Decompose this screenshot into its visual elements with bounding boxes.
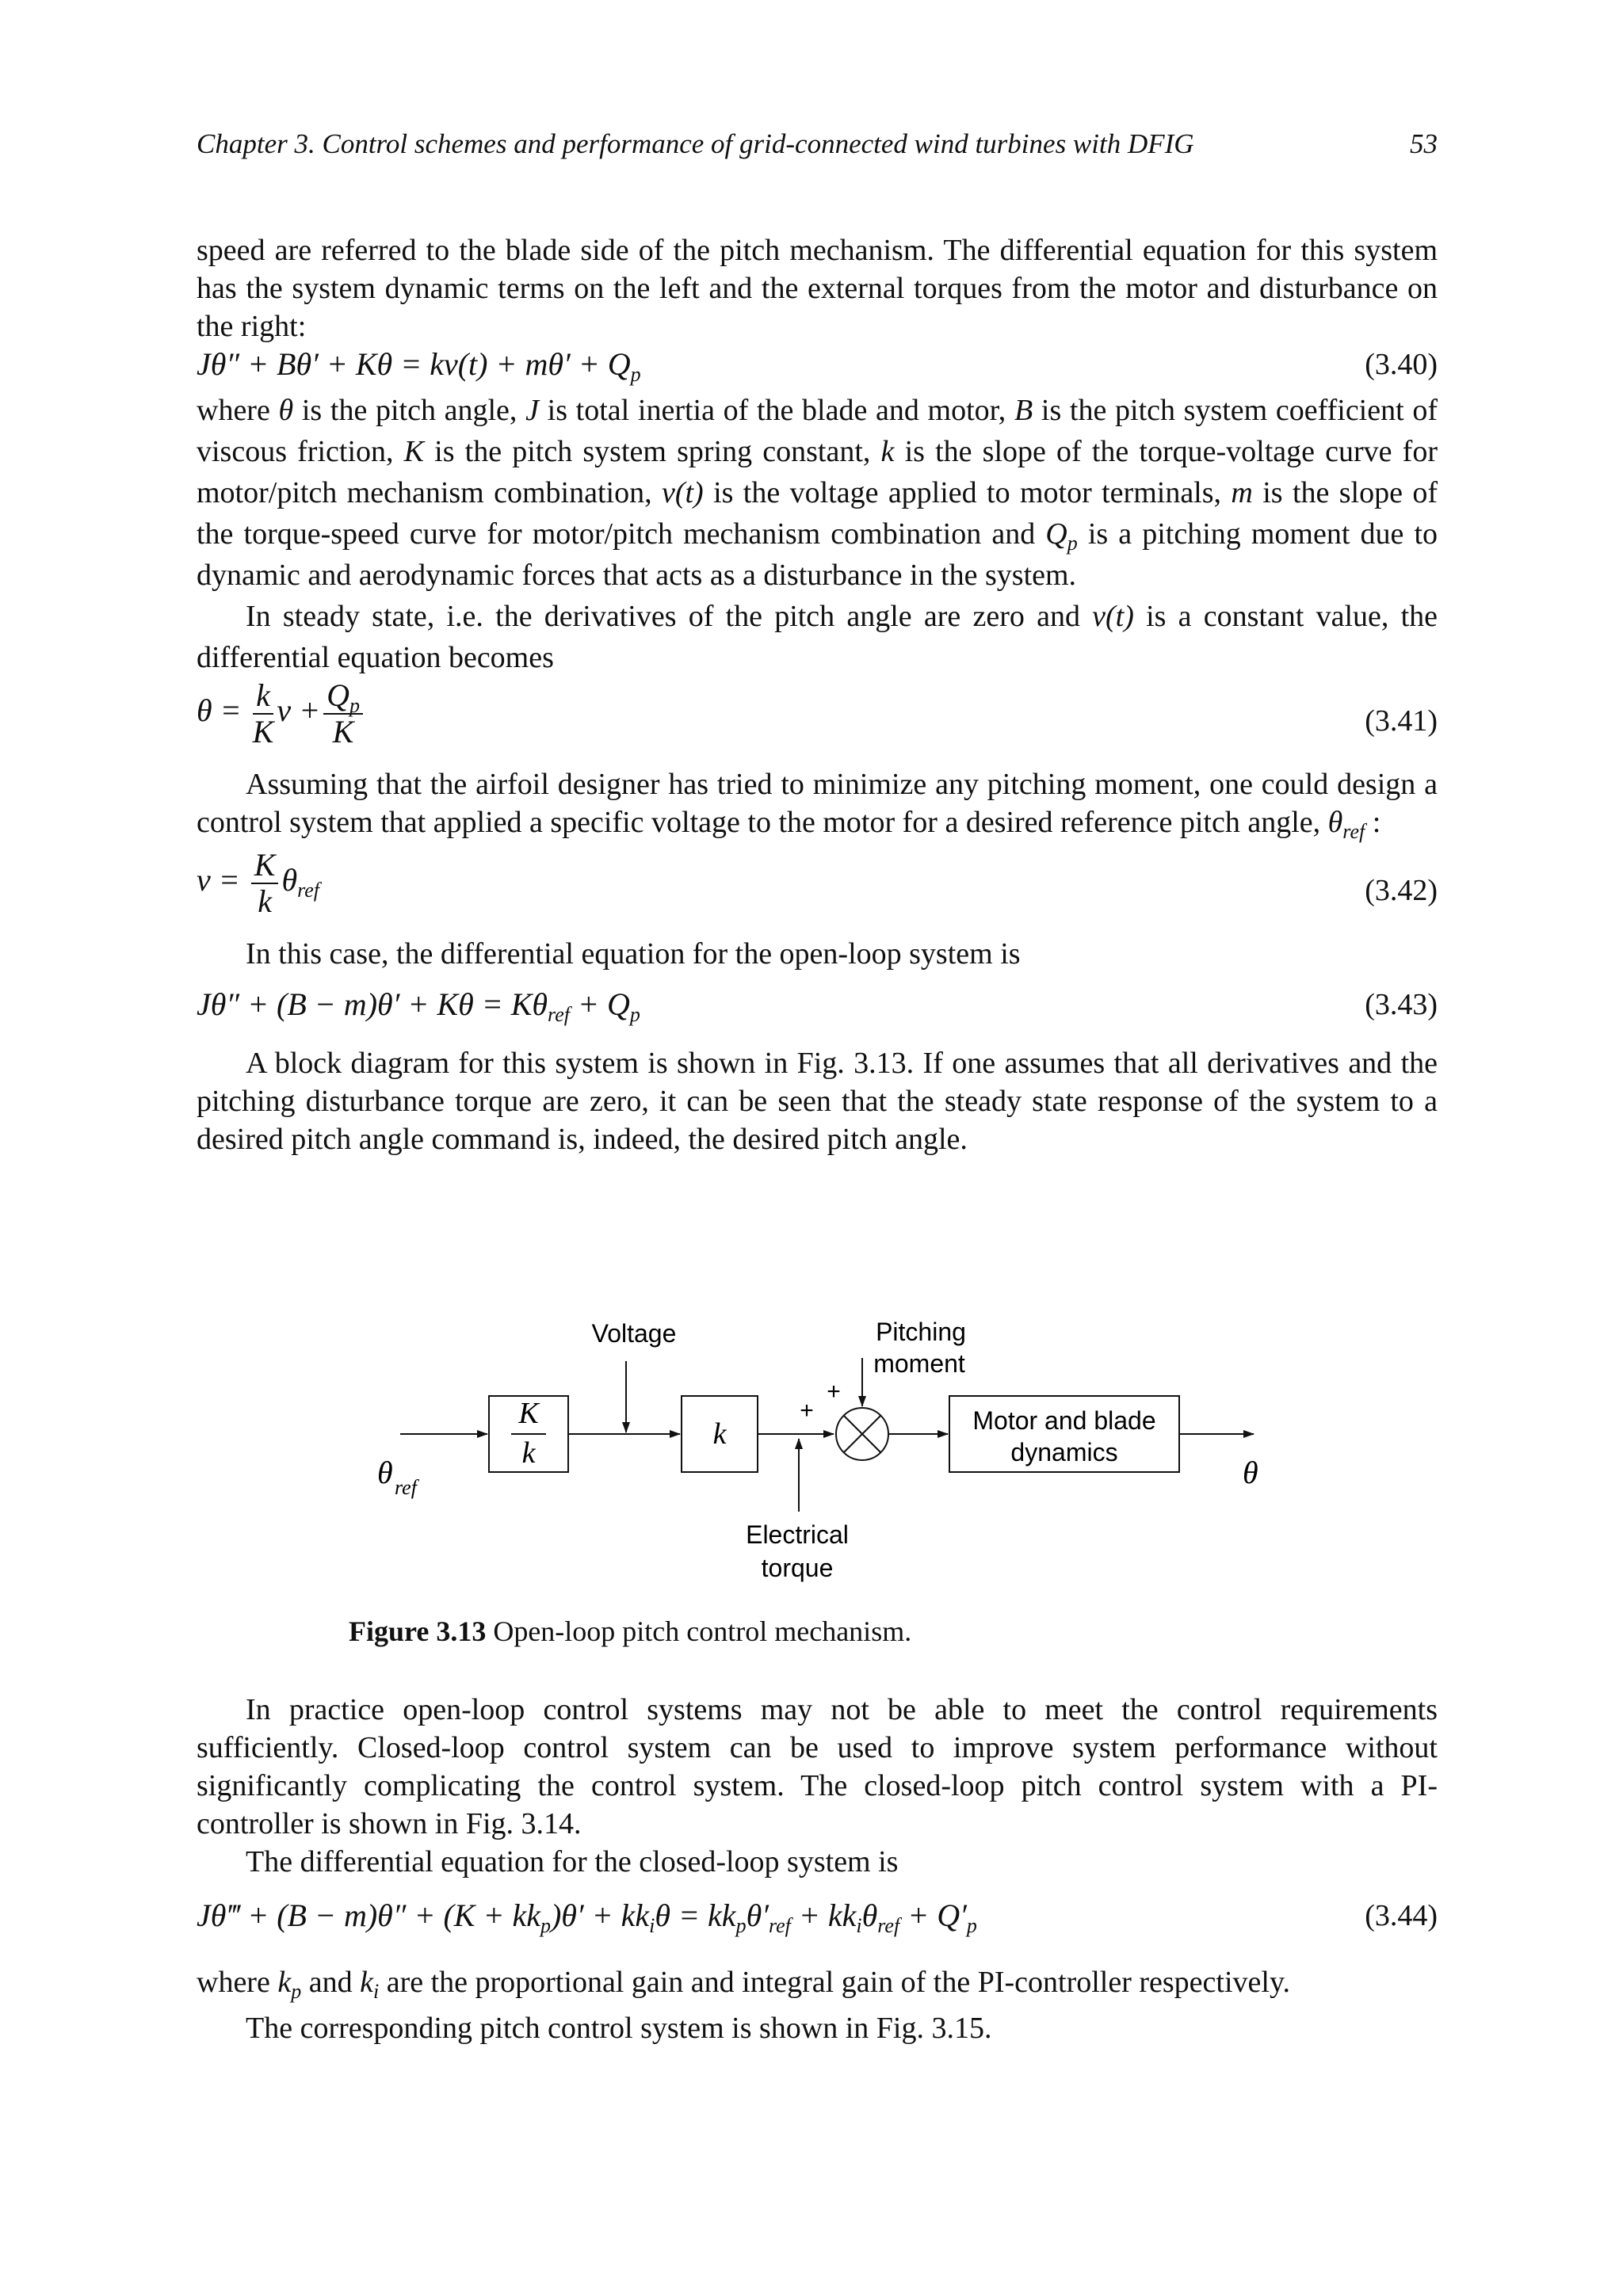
- torque-label: torque: [761, 1554, 834, 1582]
- theta-ref-label: θ: [377, 1455, 393, 1490]
- gain-block-denominator: k: [521, 1436, 536, 1470]
- voltage-label: Voltage: [591, 1319, 677, 1348]
- paragraph-7: In practice open-loop control systems may not be able to meet the control requirements sufficiently. Closed-loop control system can be used to improve system performance without significantly complicating the control system. The closed-loop pitch control system with a PI-controller is shown in Fig. 3.14.: [197, 1693, 1438, 1840]
- equation-3-41: θ = $\frac{k}{K}$ v + $\frac{Q_p}{K}$ (3.41): [197, 677, 1438, 749]
- paragraph-6: A block diagram for this system is shown in Fig. 3.13. If one assumes that all derivatives and the pitching disturbance torque are zero, it can be seen that the steady state response of the system to a desired pitch angle command is, indeed, the desired pitch angle.: [197, 1047, 1438, 1156]
- pitching-label: Pitching: [876, 1318, 966, 1346]
- paragraph-10: The corresponding pitch control system is shown in Fig. 3.15.: [246, 2012, 992, 2045]
- equation-3-43: $J\theta'' + (B - m)\theta' + K\theta = K\theta_{ref} + Q_p$ (3.43): [197, 986, 1438, 1026]
- electrical-label: Electrical: [746, 1520, 849, 1549]
- paragraph-2: where θ is the pitch angle, J is total inertia of the blade and motor, B is the pitch system coefficient of viscous friction, K is the pitch system spring constant, k is the slope of the torque-voltage curve for motor/pitch mechanism combination, v(t) is the voltage applied to motor terminals, m is the slope of the torque-speed curve for motor/pitch mechanism combination and $Q_p$ is a pitching moment due to dynamic and aerodynamic forces that acts as a disturbance in the system.: [197, 394, 1438, 592]
- eq-3-40-body: Jθ″ + Bθ′ + Kθ = kv(t) + mθ′ + Q: [197, 346, 631, 382]
- eq-3-40-number: (3.40): [1365, 348, 1438, 381]
- figure-caption: [349, 1615, 911, 1648]
- paragraph-4: Assuming that the airfoil designer has tried to minimize any pitching moment, one could design a control system that applied a specific voltage to the motor for a desired reference pitch angle, $\theta_{ref}$ :: [197, 768, 1438, 843]
- page-number: 53: [1410, 128, 1438, 159]
- equation-3-44: Jθ‴ + $(B - m)\theta'' + (K + kk_p)\theta' + kk_i\theta = kk_p\theta'_{ref} + kk_i\theta_{ref} + Q'_p$ (3.44): [197, 1897, 1438, 1937]
- moment-label: moment: [873, 1349, 965, 1378]
- equation-3-40: [197, 345, 1438, 390]
- running-header: [197, 128, 1438, 168]
- motor-gain-label: k: [712, 1417, 727, 1451]
- paragraph-3: In steady state, i.e. the derivatives of the pitch angle are zero and v(t) is a constant value, the differential equation becomes: [197, 600, 1438, 674]
- motor-block-line1: Motor and blade: [972, 1406, 1156, 1435]
- theta-output-label: θ: [1243, 1455, 1258, 1490]
- equation-3-42: v = $\frac{K}{k}$ $\theta_{ref}$ (3.42): [197, 847, 1438, 919]
- gain-block-numerator: K: [518, 1397, 539, 1430]
- text-block-bottom: [197, 1691, 1438, 2047]
- text-block-top: [197, 231, 1438, 1158]
- summer-plus-top: +: [827, 1379, 841, 1405]
- chapter-title: Chapter 3. Control schemes and performance of grid-connected wind turbines with DFIG: [197, 128, 1194, 159]
- paragraph-9: where $k_p$ and $k_i$ are the proportional gain and integral gain of the PI-controller respectively.: [197, 1966, 1290, 2003]
- paragraph-1: speed are referred to the blade side of the pitch mechanism. The differential equation for this system has the system dynamic terms on the left and the external torques from the motor and disturbance on the right:: [197, 234, 1438, 343]
- paragraph-8: The differential equation for the closed-loop system is: [246, 1845, 899, 1878]
- paragraph-5: In this case, the differential equation for the open-loop system is: [246, 937, 1021, 971]
- motor-block-line2: dynamics: [1010, 1438, 1118, 1466]
- eq-3-41-number: (3.41): [1365, 704, 1438, 738]
- eq-3-43-number: (3.43): [1365, 988, 1438, 1021]
- summer-plus-left: +: [800, 1398, 814, 1424]
- theta-ref-subscript: ref: [395, 1476, 417, 1499]
- block-diagram: [0, 1307, 1623, 1592]
- eq-3-42-number: (3.42): [1365, 874, 1438, 907]
- eq-3-40-sub: p: [630, 363, 641, 386]
- caption-text: Open-loop pitch control mechanism.: [486, 1615, 912, 1647]
- eq-3-44-number: (3.44): [1365, 1899, 1438, 1932]
- caption-label: Figure 3.13: [349, 1615, 487, 1647]
